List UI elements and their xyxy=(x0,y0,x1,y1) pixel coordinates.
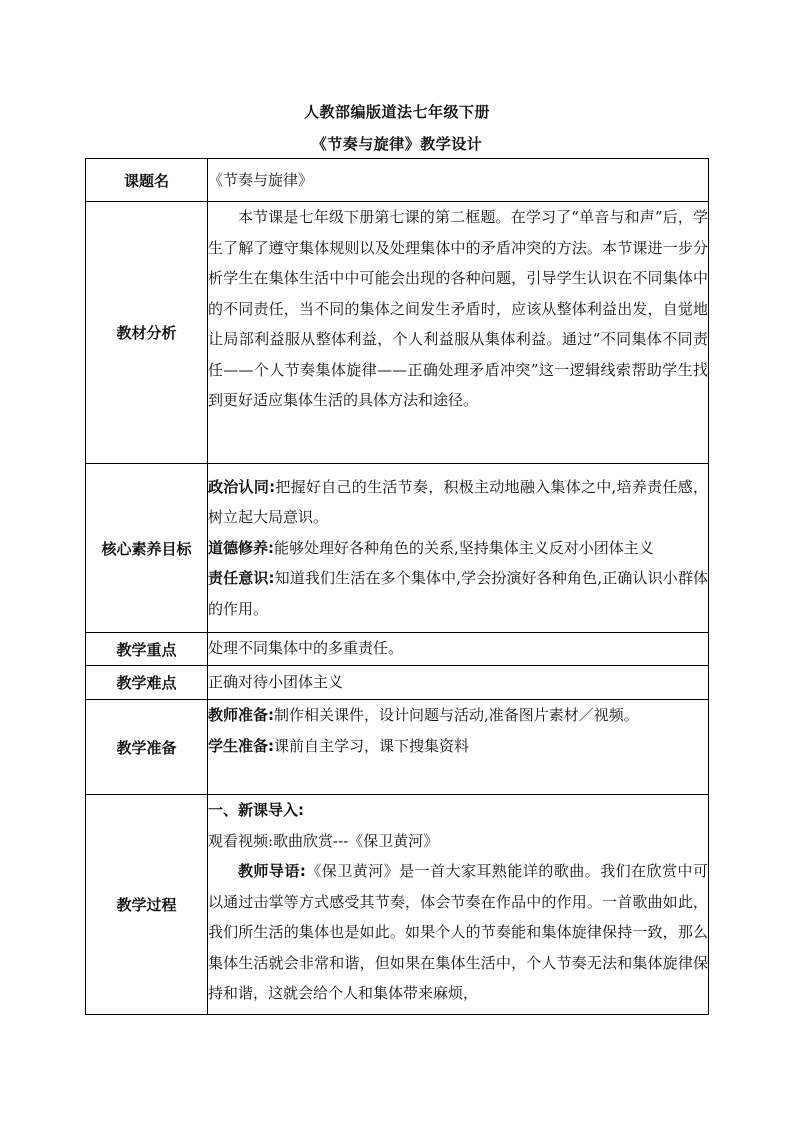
teacher-preparation-title: 教师准备: xyxy=(208,706,274,724)
teacher-guide-title: 教师导语: xyxy=(238,862,306,880)
table-row-process xyxy=(86,795,709,1015)
table-row-analysis xyxy=(86,202,709,464)
document-title: 《节奏与旋律》教学设计 xyxy=(311,135,483,153)
topic-label: 课题名 xyxy=(86,159,208,202)
table-row-preparation xyxy=(86,700,709,795)
student-preparation-title: 学生准备: xyxy=(208,736,274,755)
political-identity-text: 把握好自己的生活节奏，积极主动地融入集体之中,培养责任感，树立起大局意识。 xyxy=(208,477,708,527)
literacy-label: 核心素养目标 xyxy=(86,464,208,633)
difficulty-label: 教学难点 xyxy=(86,666,208,700)
teacher-preparation xyxy=(208,700,708,731)
table-row-key-point xyxy=(86,633,709,666)
student-preparation xyxy=(208,731,708,762)
table-row-difficulty xyxy=(86,666,709,700)
political-identity-title: 政治认同: xyxy=(208,477,276,496)
video-line: 观看视频:歌曲欣赏---《保卫黄河》 xyxy=(208,831,439,850)
moral-cultivation-title: 道德修养: xyxy=(208,538,274,557)
table-row-literacy xyxy=(86,464,709,633)
difficulty-value: 正确对待小团体主义 xyxy=(208,666,709,700)
key-point-label: 教学重点 xyxy=(86,633,208,666)
responsibility-text: 知道我们生活在多个集体中,学会扮演好各种角色,正确认识小群体的作用。 xyxy=(208,569,708,618)
preparation-label: 教学准备 xyxy=(86,700,208,795)
teacher-preparation-text: 制作相关课件，设计问题与活动,准备图片素材／视频。 xyxy=(274,706,639,724)
literacy-item-political xyxy=(208,472,708,533)
literacy-item-responsibility xyxy=(208,563,708,624)
process-label: 教学过程 xyxy=(86,795,208,1015)
literacy-item-moral xyxy=(208,533,708,564)
analysis-text: 本节课是七年级下册第七课的第二框题。在学习了“单音与和声”后，学生了解了遵守集体规则以及处理集体中的矛盾冲突的方法。本节课进一步分析学生在集体生活中中可能会出现的各种问题，引导学生认识在不同集体中的不同责任，当不同的集体之间发生矛盾时，应该从整体利益出发，自觉地让局部利益服从整体利益，个人利益服从集体利益。通过“不同集体不同责任——个人节奏集体旋律——正确处理矛盾冲突”这一逻辑线索帮助学生找到更好适应集体生活的具体方法和途径。 xyxy=(208,208,708,409)
table-row-topic xyxy=(86,159,709,202)
teacher-guide-paragraph xyxy=(208,856,708,1009)
responsibility-title: 责任意识: xyxy=(208,569,275,588)
teacher-guide-text: 《保卫黄河》是一首大家耳熟能详的歌曲。我们在欣赏中可以通过击掌等方式感受其节奏，体会节奏在作品中的作用。一首歌曲如此，我们所生活的集体也是如此。如果个人的节奏能和集体旋律保持一致，那么集体生活就会非常和谐，但如果在集体生活中，个人节奏无法和集体旋律保持和谐，这就会给个人和集体带来麻烦， xyxy=(208,862,708,1002)
analysis-label: 教材分析 xyxy=(86,202,208,464)
key-point-value: 处理不同集体中的多重责任。 xyxy=(208,633,709,666)
lesson-design-table xyxy=(85,158,709,1015)
document-subtitle: 人教部编版道法七年级下册 xyxy=(303,103,490,121)
student-preparation-text: 课前自主学习，课下搜集资料 xyxy=(274,736,470,755)
moral-cultivation-text: 能够处理好各种角色的关系,坚持集体主义反对小团体主义 xyxy=(274,538,654,557)
topic-value: 《节奏与旋律》 xyxy=(208,159,709,202)
intro-section-title: 一、新课导入: xyxy=(208,801,304,819)
